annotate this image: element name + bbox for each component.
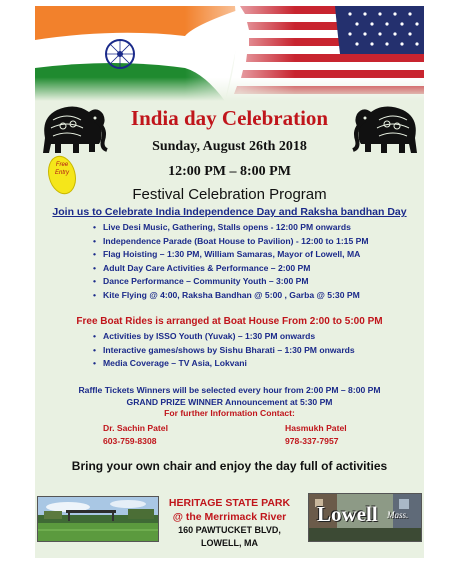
event-title: India day Celebration bbox=[130, 106, 329, 130]
chair-message: Bring your own chair and enjoy the day full of activities bbox=[71, 459, 388, 473]
list-item: • Live Desi Music, Gathering, Stalls opens - 12:00 PM onwards bbox=[91, 221, 369, 235]
activities-list bbox=[91, 221, 369, 302]
contact-person-1 bbox=[103, 422, 168, 448]
lowell-sign-state: Mass. bbox=[387, 510, 409, 520]
flag-banner bbox=[35, 6, 424, 101]
contact-person-2 bbox=[285, 422, 347, 448]
free-entry-badge bbox=[47, 161, 77, 177]
event-time: 12:00 PM – 8:00 PM bbox=[168, 164, 291, 179]
badge-line-2: Entry bbox=[54, 170, 69, 176]
lowell-sign-word: Lowell bbox=[317, 502, 378, 526]
raffle-info bbox=[35, 384, 424, 408]
badge-line-1: Free bbox=[55, 162, 69, 168]
list-item: • Adult Day Care Activities & Performance – 2:00 PM bbox=[91, 262, 369, 276]
list-item: • Dance Performance – Community Youth – 3:00 PM bbox=[91, 275, 369, 289]
venue-name: HERITAGE STATE PARK bbox=[168, 497, 291, 509]
flyer bbox=[35, 6, 424, 558]
flags-image bbox=[35, 6, 424, 101]
boat-rides-heading: Free Boat Rides is arranged at Boat House From 2:00 to 5:00 PM bbox=[76, 316, 383, 327]
program-heading: Festival Celebration Program bbox=[132, 186, 327, 203]
venue-river: @ the Merrimack River bbox=[172, 511, 287, 523]
activities-list-2 bbox=[91, 330, 355, 371]
list-item: • Independence Parade (Boat House to Pavilion) - 12:00 to 1:15 PM bbox=[91, 235, 369, 249]
list-item: • Flag Hoisting – 1:30 PM, William Samaras, Mayor of Lowell, MA bbox=[91, 248, 369, 262]
join-heading: Join us to Celebrate India Independence Day and Raksha bandhan Day bbox=[52, 206, 407, 218]
raffle-line-2: GRAND PRIZE WINNER Announcement at 5:30 PM bbox=[126, 397, 333, 407]
contact-2-name: Hasmukh Patel bbox=[285, 423, 347, 433]
list-item: • Activities by ISSO Youth (Yuvak) – 1:30 PM onwards bbox=[91, 330, 355, 344]
list-item: • Interactive games/shows by Sishu Bharati – 1:30 PM onwards bbox=[91, 344, 355, 358]
raffle-line-1: Raffle Tickets Winners will be selected every hour from 2:00 PM – 8:00 PM bbox=[78, 385, 381, 395]
venue-city: LOWELL, MA bbox=[201, 538, 258, 548]
event-date: Sunday, August 26th 2018 bbox=[152, 139, 307, 154]
list-item: • Kite Flying @ 4:00, Raksha Bandhan @ 5:00 , Garba @ 5:30 PM bbox=[91, 289, 369, 303]
venue-block bbox=[35, 497, 424, 550]
contact-1-name: Dr. Sachin Patel bbox=[103, 423, 168, 433]
contact-2-phone: 978-337-7957 bbox=[285, 436, 339, 446]
list-item: • Media Coverage – TV Asia, Lokvani bbox=[91, 357, 355, 371]
contact-1-phone: 603-759-8308 bbox=[103, 436, 157, 446]
venue-address: 160 PAWTUCKET BLVD, bbox=[178, 525, 281, 535]
contact-heading: For further Information Contact: bbox=[164, 408, 295, 418]
